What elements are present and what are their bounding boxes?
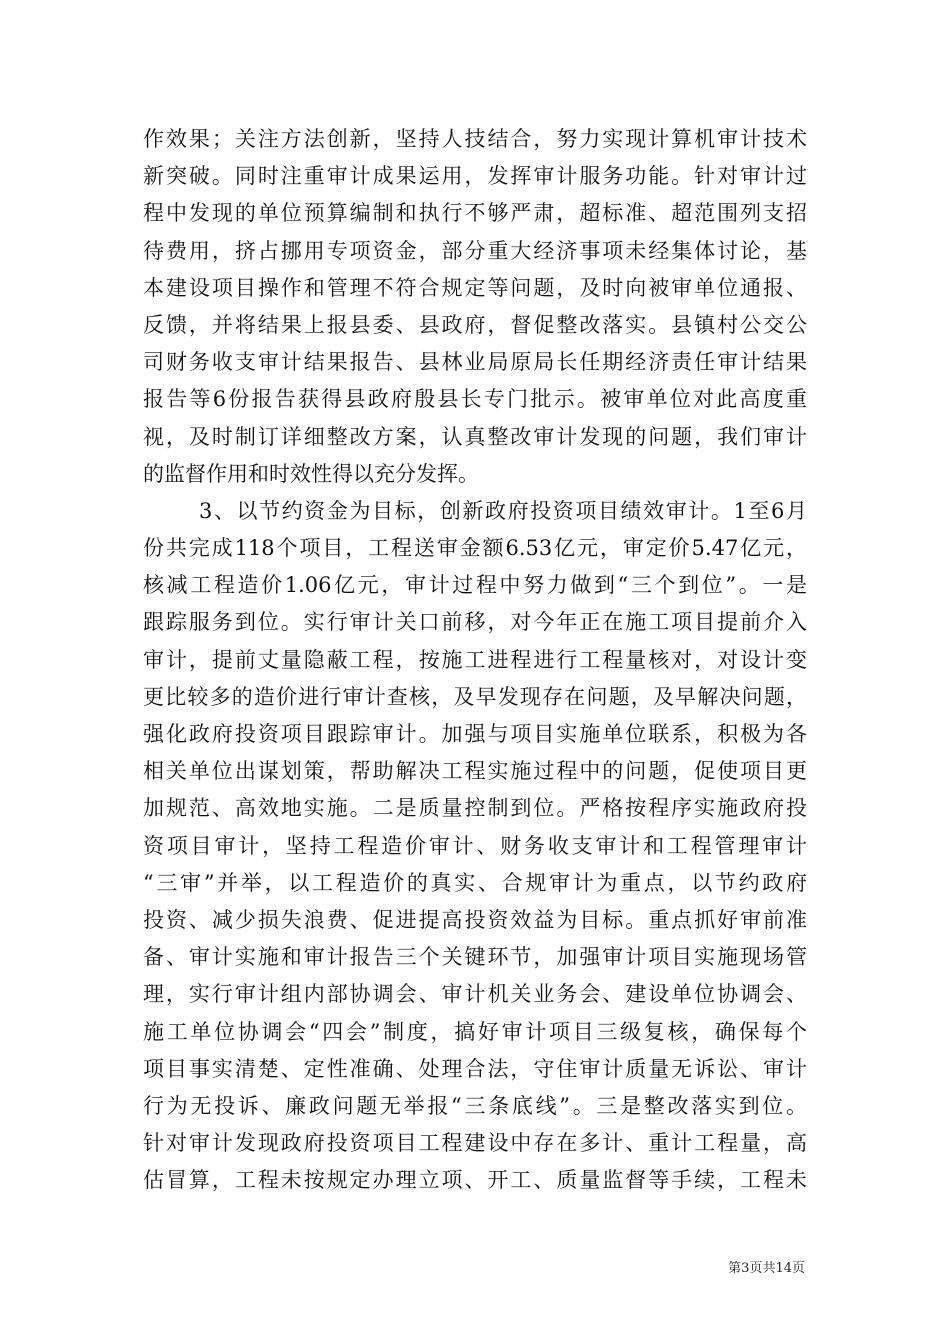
text-line: 加规范、高效地实施。二是质量控制到位。严格按程序实施政府投: [143, 796, 807, 821]
text-line: 审计，提前丈量隐蔽工程，按施工进程进行工程量核对，对设计变: [143, 647, 807, 672]
text-line: 更比较多的造价进行审计查核，及早发现存在问题，及早解决问题，: [143, 684, 807, 709]
body-text: [143, 121, 807, 1199]
text-line: 司财务收支审计结果报告、县林业局原局长任期经济责任审计结果: [143, 350, 807, 375]
text-line: 备、审计实施和审计报告三个关键环节，加强审计项目实施现场管: [143, 945, 807, 970]
text-line: 强化政府投资项目跟踪审计。加强与项目实施单位联系，积极为各: [143, 722, 807, 746]
text-line: 份共完成118个项目，工程送审金额6.53亿元，审定价5.47亿元，: [143, 536, 807, 561]
text-line: 施工单位协调会“四会”制度，搞好审计项目三级复核，确保每个: [143, 1019, 807, 1044]
text-line: 的监督作用和时效性得以充分发挥。: [143, 461, 479, 486]
text-line: 程中发现的单位预算编制和执行不够严肃，超标准、超范围列支招: [143, 201, 807, 226]
text-line: 资项目审计，坚持工程造价审计、财务收支审计和工程管理审计: [143, 833, 807, 858]
text-line: 跟踪服务到位。实行审计关口前移，对今年正在施工项目提前介入: [143, 610, 807, 635]
text-line: 视，及时制订详细整改方案，认真整改审计发现的问题，我们审计: [143, 424, 807, 449]
page-number-footer: 第3页共14页: [728, 1261, 805, 1276]
text-line: 核减工程造价1.06亿元，审计过程中努力做到“三个到位”。一是: [143, 573, 807, 598]
text-line: 相关单位出谋划策，帮助解决工程实施过程中的问题，促使项目更: [143, 759, 807, 784]
text-line: 3、以节约资金为目标，创新政府投资项目绩效审计。1至6月: [199, 498, 807, 523]
text-line: 针对审计发现政府投资项目工程建设中存在多计、重计工程量，高: [143, 1131, 807, 1156]
text-line: 项目事实清楚、定性准确、处理合法，守住审计质量无诉讼、审计: [143, 1056, 807, 1081]
text-line: “三审”并举，以工程造价的真实、合规审计为重点，以节约政府: [143, 870, 807, 895]
text-line: 作效果；关注方法创新，坚持人技结合，努力实现计算机审计技术: [143, 127, 807, 151]
text-line: 行为无投诉、廉政问题无举报“三条底线”。三是整改落实到位。: [143, 1093, 807, 1118]
text-line: 投资、减少损失浪费、促进提高投资效益为目标。重点抓好审前准: [143, 907, 807, 932]
text-line: 理，实行审计组内部协调会、审计机关业务会、建设单位协调会、: [143, 982, 807, 1007]
text-line: 报告等6份报告获得县政府殷县长专门批示。被审单位对此高度重: [143, 387, 807, 412]
text-line: 待费用，挤占挪用专项资金，部分重大经济事项未经集体讨论，基: [143, 238, 807, 263]
text-line: 本建设项目操作和管理不符合规定等问题，及时向被审单位通报、: [143, 275, 807, 300]
text-line: 新突破。同时注重审计成果运用，发挥审计服务功能。针对审计过: [143, 164, 807, 189]
text-line: 估冒算，工程未按规定办理立项、开工、质量监督等手续，工程未: [143, 1168, 807, 1193]
text-line: 反馈，并将结果上报县委、县政府，督促整改落实。县镇村公交公: [143, 312, 807, 337]
